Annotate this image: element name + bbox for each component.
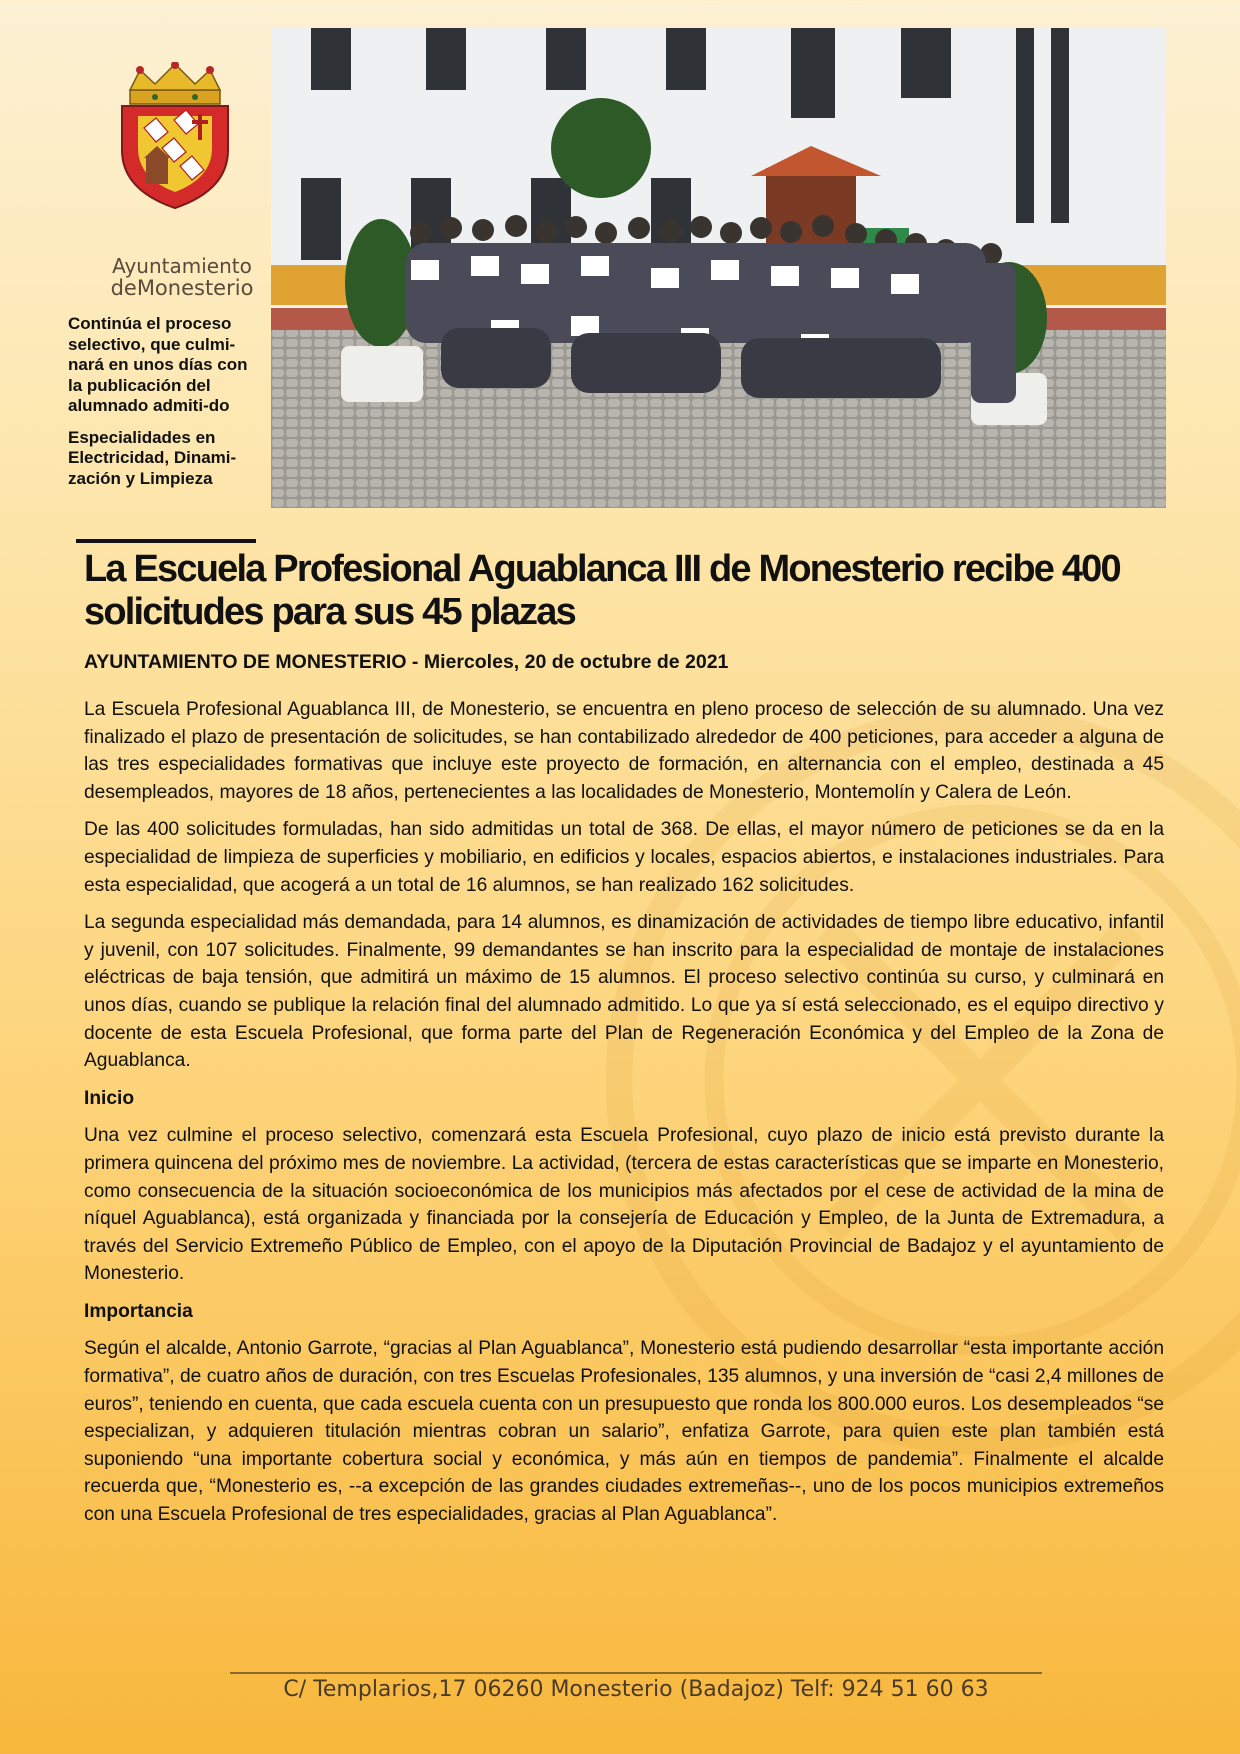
paragraph: La Escuela Profesional Aguablanca III, de Monesterio, se encuentra en pleno proceso de selección de su alumnado. Una vez finalizado el plazo de presentación de solicitudes, se han contabilizado alrededor de 400 peticiones, para acceder a alguna de las tres especialidades formativas que incluye este proyecto de formación, en alternancia con el empleo, destinada a 45 desempleados, mayores de 18 años, pertenecientes a las localidades de Monesterio, Montemolín y Calera de León. xyxy=(84,699,1164,803)
paragraph: Según el alcalde, Antonio Garrote, “gracias al Plan Aguablanca”, Monesterio está pudiendo desarrollar “esta importante acción formativa”, de cuatro años de duración, con tres Escuelas Profesionales, 135 alumnos, y una inversión de “casi 2,4 millones de euros”, teniendo en cuenta, que cada escuela cuenta con un presupuesto que ronda los 800.000 euros. Los desempleados “se especializan, y adquieren titulación mientras cobran un salario”, enfatiza Garrote, para quien este plan también está suponiendo “una importante cobertura social y económica, y más aún en tiempos de pandemia”. Finalmente el alcalde recuerda que, “Monesterio es, --a excepción de las grandes ciudades extremeñas--, uno de los pocos municipios extremeños con una Escuela Profesional de tres especialidades, gracias al Plan Aguablanca”. xyxy=(84,1338,1164,1526)
sidebar-highlights xyxy=(68,314,264,500)
paragraph: De las 400 solicitudes formuladas, han sido admitidas un total de 368. De ellas, el mayor número de peticiones se da en la especialidad de limpieza de superficies y mobiliario, en edificios y locales, espacios abiertos, e instalaciones industriales. Para esta especialidad, que acogerá a un total de 16 alumnos, se han realizado 162 solicitudes. xyxy=(84,819,1164,896)
sidebar-highlight: Continúa el proceso selectivo, que culmi-nará en unos días con la publicación del alumnado admiti-do xyxy=(68,314,248,415)
organization-name xyxy=(62,255,302,299)
group-photo xyxy=(271,28,1166,508)
municipal-crest-logo xyxy=(100,62,250,212)
paragraph: Una vez culmine el proceso selectivo, comenzará esta Escuela Profesional, cuyo plazo de inicio está previsto durante la primera quincena del próximo mes de noviembre. La actividad, (tercera de estas características que se imparte en Monesterio, como consecuencia de la situación socioeconómica de los municipios más afectados por el cese de actividad de la mina de níquel Aguablanca), está organizada y financiada por la consejería de Educación y Empleo, de la Junta de Extremadura, a través del Servicio Extremeño Público de Empleo, con el apoyo de la Diputación Provincial de Badajoz y el ayuntamiento de Monesterio. xyxy=(84,1125,1164,1285)
organization-name-line2: deMonesterio xyxy=(110,276,254,300)
section-heading: Importancia xyxy=(84,1300,193,1322)
article-headline: La Escuela Profesional Aguablanca III de Monesterio recibe 400 solicitudes para sus 45 plazas xyxy=(84,548,1120,633)
sidebar-highlight: Especialidades en Electricidad, Dinami-zación y Limpieza xyxy=(68,427,237,488)
paragraph: La segunda especialidad más demandada, para 14 alumnos, es dinamización de actividades de tiempo libre educativo, infantil y juvenil, con 107 solicitudes. Finalmente, 99 demandantes se han inscrito para la especialidad de montaje de instalaciones eléctricas de baja tensión, que admitirá un máximo de 15 alumnos. El proceso selectivo continúa su curso, y culminará en unos días, cuando se publique la relación final del alumnado admitido. Lo que ya sí está seleccionado, es el equipo directivo y docente de esta Escuela Profesional, que forma parte del Plan de Regeneración Económica y del Empleo de la Zona de Aguablanca. xyxy=(84,912,1164,1072)
section-heading: Inicio xyxy=(84,1087,135,1109)
article-byline: AYUNTAMIENTO DE MONESTERIO - Miercoles, 20 de octubre de 2021 xyxy=(84,651,729,673)
crown-icon xyxy=(130,62,220,104)
organization-name-line1: Ayuntamiento xyxy=(112,254,252,278)
footer-address: C/ Templarios,17 06260 Monesterio (Badajoz) Telf: 924 51 60 63 xyxy=(283,1677,989,1702)
article-body xyxy=(84,696,1164,1539)
headline-rule xyxy=(76,539,256,543)
footer-rule xyxy=(230,1672,1042,1674)
